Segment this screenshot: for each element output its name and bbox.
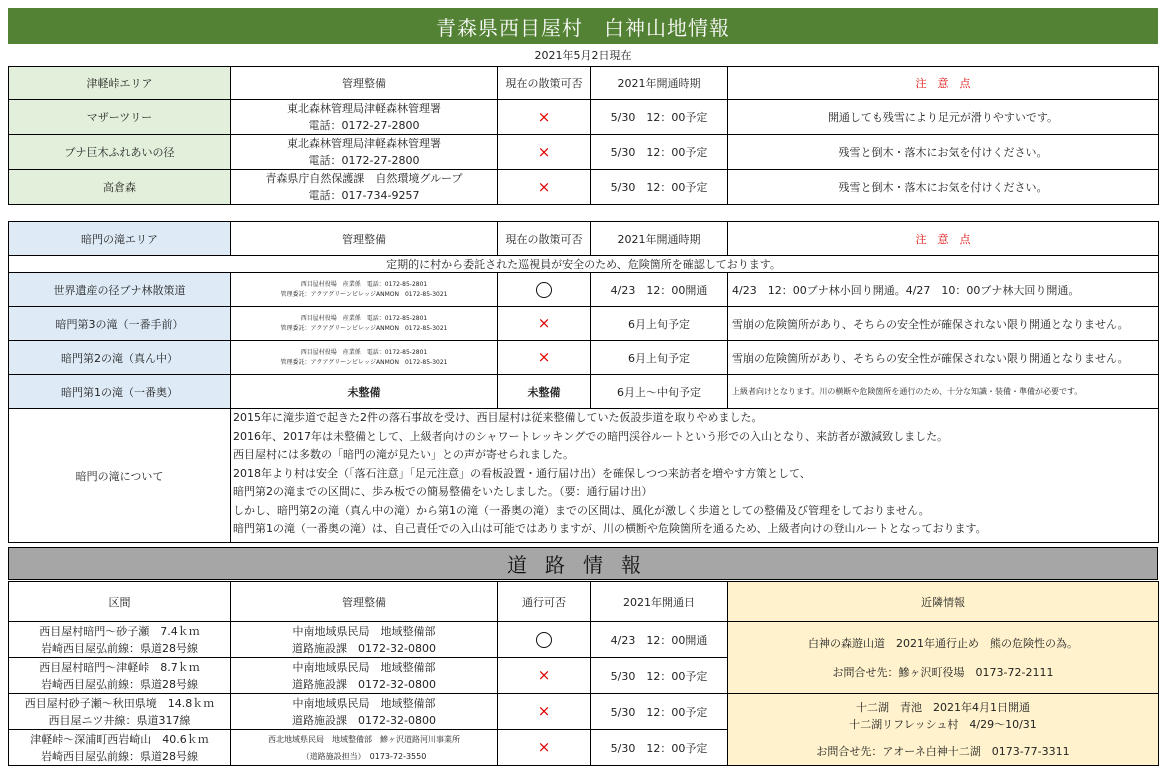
trail-name: 世界遺産の径ブナ林散策道 xyxy=(9,273,231,307)
mgmt-cell: 東北森林管理局津軽森林管理署 電話：0172-27-2800 xyxy=(231,100,498,135)
mgmt-cell: 東北森林管理局津軽森林管理署 電話：0172-27-2800 xyxy=(231,135,498,170)
mgmt-cell: 青森県庁自然保護課 自然環境グループ 電話：017-734-9257 xyxy=(231,170,498,205)
table-row xyxy=(9,622,1159,658)
mgmt-header: 管理整備 xyxy=(231,67,498,100)
anmon-area-header: 暗門の滝エリア xyxy=(9,222,231,256)
status-cell xyxy=(498,273,591,307)
trail-name: マザーツリー xyxy=(9,100,231,135)
status-cross: × xyxy=(498,170,591,205)
caution-note: 開通しても残雪により足元が滑りやすいです。 xyxy=(728,100,1159,135)
status-cross: × xyxy=(498,341,591,375)
caution-note: 雪崩の危険箇所があり、そちらの安全性が確保されない限り開通となりません。 xyxy=(728,341,1159,375)
caution-header: 注 意 点 xyxy=(728,67,1159,100)
table-row xyxy=(9,170,1159,205)
caution-note: 雪崩の危険箇所があり、そちらの安全性が確保されない限り開通となりません。 xyxy=(728,307,1159,341)
mgmt-cell: 西北地域県民局 地域整備部 鰺ヶ沢道路河川事業所 （道路施設担当） 0173-72-3550 xyxy=(231,730,498,766)
open-date: 6月上旬予定 xyxy=(591,341,728,375)
table-row xyxy=(9,307,1159,341)
road-section: 津軽峠～深浦町西岩崎山 40.6ｋｍ 岩崎西目屋弘前線：県道28号線 xyxy=(9,730,231,766)
caution-note: 4/23 12：00ブナ林小回り開通。4/27 10：00ブナ林大回り開通。 xyxy=(728,273,1159,307)
open-date: 5/30 12：00予定 xyxy=(591,100,728,135)
mgmt-cell: 西目屋村役場 産業係 電話：0172-85-2801 管理委託：アクアグリーンビレッジANMON 0172-85-3021 xyxy=(231,273,498,307)
open-date: 5/30 12：00予定 xyxy=(591,135,728,170)
section-header: 区間 xyxy=(9,582,231,622)
report-date: 2021年5月2日現在 xyxy=(534,49,632,62)
table-row xyxy=(9,341,1159,375)
open-date: 4/23 12：00開通 xyxy=(591,273,728,307)
caution-header: 注 意 点 xyxy=(728,222,1159,256)
trail-name: 暗門第3の滝（一番手前） xyxy=(9,307,231,341)
mgmt-header: 管理整備 xyxy=(231,222,498,256)
status-circle-icon xyxy=(536,282,552,298)
caution-note: 残雪と倒木・落木にお気を付けください。 xyxy=(728,135,1159,170)
open-date: 5/30 12：00予定 xyxy=(591,694,728,730)
tsugaru-area-header: 津軽峠エリア xyxy=(9,67,231,100)
mgmt-cell: 中南地域県民局 地域整備部 道路施設課 0172-32-0800 xyxy=(231,694,498,730)
mgmt-cell: 西目屋村役場 産業係 電話：0172-85-2801 管理委託：アクアグリーンビレッジANMON 0172-85-3021 xyxy=(231,341,498,375)
patrol-notice: 定期的に村から委託された巡視員が安全のため、危険箇所を確認しております。 xyxy=(9,256,1159,273)
road-section: 西目屋村暗門～砂子瀬 7.4ｋｍ 岩崎西目屋弘前線：県道28号線 xyxy=(9,622,231,658)
table-row xyxy=(9,694,1159,730)
road-section: 西目屋村砂子瀬～秋田県境 14.8ｋｍ 西目屋ニツ井線：県道317線 xyxy=(9,694,231,730)
status-cross: × xyxy=(498,730,591,766)
status-cell xyxy=(498,622,591,658)
road-info-banner: 道路情報 xyxy=(8,547,1158,580)
table-row xyxy=(9,375,1159,409)
status-header: 現在の散策可否 xyxy=(498,67,591,100)
open-date: 5/30 12：00予定 xyxy=(591,170,728,205)
nearby-info-b: 十二湖 青池 2021年4月1日開通 十二湖リフレッシュ村 4/29～10/31 お問合せ先：アオーネ白神十二湖 0173-77-3311 xyxy=(728,694,1159,766)
status-cross: × xyxy=(498,135,591,170)
trail-name: 暗門第2の滝（真ん中） xyxy=(9,341,231,375)
page-title: 青森県西目屋村 白神山地情報 xyxy=(8,8,1158,44)
table-row xyxy=(9,100,1159,135)
open-date: 5/30 12：00予定 xyxy=(591,730,728,766)
anmon-table xyxy=(8,221,1159,543)
open-date: 6月上～中旬予定 xyxy=(591,375,728,409)
mgmt-cell: 未整備 xyxy=(231,375,498,409)
mgmt-header: 管理整備 xyxy=(231,582,498,622)
mgmt-cell: 中南地域県民局 地域整備部 道路施設課 0172-32-0800 xyxy=(231,658,498,694)
status-cross: × xyxy=(498,307,591,341)
mgmt-cell: 中南地域県民局 地域整備部 道路施設課 0172-32-0800 xyxy=(231,622,498,658)
open-header: 2021年開通時期 xyxy=(591,67,728,100)
trail-name: 高倉森 xyxy=(9,170,231,205)
caution-note: 残雪と倒木・落木にお気を付けください。 xyxy=(728,170,1159,205)
road-table xyxy=(8,581,1159,766)
mgmt-cell: 西目屋村役場 産業係 電話：0172-85-2801 管理委託：アクアグリーンビレッジANMON 0172-85-3021 xyxy=(231,307,498,341)
passable-header: 通行可否 xyxy=(498,582,591,622)
open-header: 2021年開通時期 xyxy=(591,222,728,256)
status-header: 現在の散策可否 xyxy=(498,222,591,256)
table-row xyxy=(9,135,1159,170)
about-label: 暗門の滝について xyxy=(9,409,231,543)
open-day-header: 2021年開通日 xyxy=(591,582,728,622)
tsugaru-table xyxy=(8,66,1159,205)
trail-name: 暗門第1の滝（一番奥） xyxy=(9,375,231,409)
status-cross: × xyxy=(498,658,591,694)
nearby-info-a: 白神の森遊山道 2021年通行止め 熊の危険性の為。 お問合せ先：鰺ヶ沢町役場 0173-72-2111 xyxy=(728,622,1159,694)
nearby-header: 近隣情報 xyxy=(728,582,1159,622)
open-date: 4/23 12：00開通 xyxy=(591,622,728,658)
about-text: 2015年に滝歩道で起きた2件の落石事故を受け、西目屋村は従来整備していた仮設歩道を取りやめました。 2016年、2017年は未整備として、上級者向けのシャワートレッキングでの暗門渓谷ルートという形での入山となり、来訪者が激減致しました。 西目屋村には多数の「暗門の滝が見たい」との声が寄せられました。 2018年より村は安全（「落石注意」「足元注意」の看板設置・通行届け出）を確保しつつ来訪者を増やす方策として、 暗門第2の滝までの区間に、歩み板での簡易整備をいたしました。（要：通行届け出） しかし、暗門第2の滝（真ん中の滝）から第1の滝（一番奥の滝）までの区間は、風化が激しく歩道としての整備及び管理をしておりません。 暗門第1の滝（一番奥の滝）は、自己責任での入山は可能ではありますが、川の横断や危険箇所を通るため、上級者向けの登山ルートとなっております。 xyxy=(231,409,1159,543)
caution-note: 上級者向けとなります。川の横断や危険箇所を通行のため、十分な知識・装備・準備が必要です。 xyxy=(728,375,1159,409)
open-date: 6月上旬予定 xyxy=(591,307,728,341)
road-section: 西目屋村暗門～津軽峠 8.7ｋｍ 岩崎西目屋弘前線：県道28号線 xyxy=(9,658,231,694)
about-row xyxy=(9,409,1159,543)
status-circle-icon xyxy=(536,632,552,648)
status-cross: × xyxy=(498,100,591,135)
open-date: 5/30 12：00予定 xyxy=(591,658,728,694)
status-text: 未整備 xyxy=(498,375,591,409)
table-row xyxy=(9,273,1159,307)
trail-name: ブナ巨木ふれあいの径 xyxy=(9,135,231,170)
status-cross: × xyxy=(498,694,591,730)
